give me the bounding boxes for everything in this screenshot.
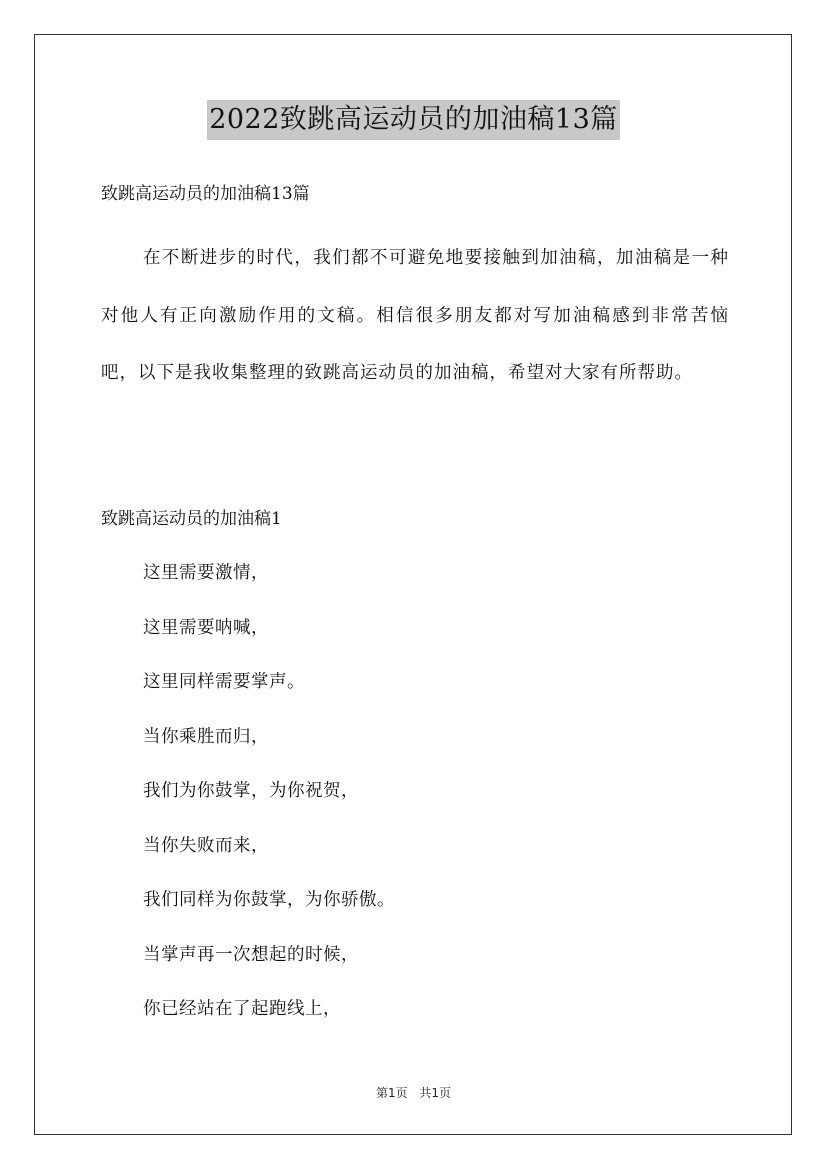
intro-paragraph: 在不断进步的时代，我们都不可避免地要接触到加油稿，加油稿是一种对他人有正向激励作用的文稿。相信很多朋友都对写加油稿感到非常苦恼吧，以下是我收集整理的致跳高运动员的加油稿，希望对大家有所帮助。 [101,248,729,383]
title-container [0,100,827,140]
poem-line: 这里需要激情， [143,563,269,583]
poem-line: 我们为你鼓掌，为你祝贺， [143,781,359,801]
page-number: 第1页 [375,1086,408,1100]
poem-line: 当你失败而来， [143,835,269,856]
poem-line: 这里同样需要掌声。 [143,672,305,692]
poem-line: 这里需要呐喊， [143,617,269,638]
section-heading: 致跳高运动员的加油稿1 [101,509,282,529]
poem-line: 我们同样为你鼓掌，为你骄傲。 [143,890,395,910]
page-total: 共1页 [419,1086,452,1100]
poem-line: 当掌声再一次想起的时候， [143,944,359,965]
poem-lines [143,560,395,1051]
page-footer [0,1084,827,1102]
poem-line: 当你乘胜而归， [143,726,269,747]
document-title: 2022致跳高运动员的加油稿13篇 [207,100,620,140]
document-subtitle: 致跳高运动员的加油稿13篇 [101,184,310,204]
poem-line: 你已经站在了起跑线上， [143,999,341,1019]
